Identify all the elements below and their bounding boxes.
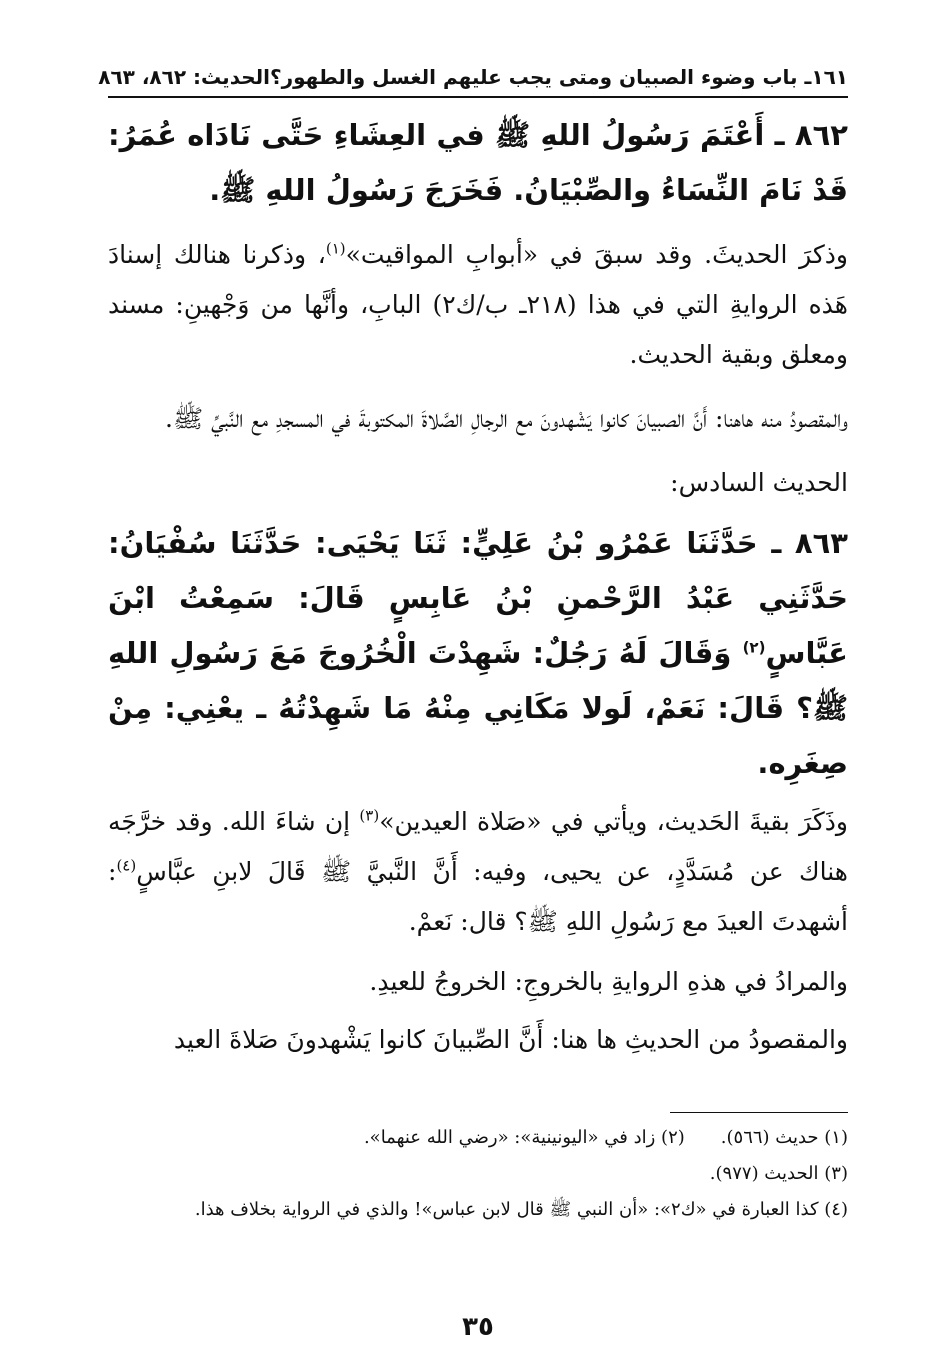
hadith-862: ٨٦٢ ـ أَعْتَمَ رَسُولُ اللهِ ﷺ في العِشَاءِ حَتَّى نَادَاه عُمَرُ: قَدْ نَامَ النِّسَاءُ والصِّبْيَانُ. فَخَرَجَ رَسُولُ اللهِ ﷺ. — [108, 118, 848, 207]
commentary-paragraph-2: والمقصودُ منه هاهنا: أَنَّ الصبيانَ كانوا يَشْهدونَ مع الرجالِ الصَّلاةَ المكتوبةَ في المسجدِ مع النَّبيِّ ﷺ. — [165, 404, 848, 433]
footnote-ref-2[interactable]: (٢) — [742, 638, 766, 657]
footnote-3: (٣) الحديث (٩٧٧). — [709, 1163, 848, 1184]
footnote-4: (٤) كذا العبارة في «ك٢»: «أن النبي ﷺ قال لابن عباس»! والذي في الرواية بخلاف هذا. — [194, 1199, 848, 1220]
commentary-paragraph-1 — [108, 230, 848, 380]
book-page — [98, 46, 848, 1342]
footnote-rule — [670, 1112, 848, 1113]
footnote-row — [108, 1120, 848, 1156]
page-number: ٣٥ — [462, 1312, 494, 1342]
footnote-ref-4[interactable]: (٤) — [116, 856, 137, 875]
commentary-text: ، وذكرنا هنالك إسنادَ هَذه الروايةِ التي في هذا (٢١٨ـ ب/ك٢) البابِ، وأنَّها من وَجْهينِ: مسند ومعلق وبقية الحديث. — [108, 240, 848, 369]
commentary-text: إن شاءَ الله. وقد خرَّجَه هناك عن مُسَدَّدٍ، عن يحيى، وفيه: أَنَّ النَّبيَّ ﷺ قَالَ لابنِ عبَّاسٍ — [108, 807, 848, 886]
footnote-1: (١) حديث (٥٦٦). — [720, 1127, 848, 1148]
chapter-title: ١٦١ـ باب وضوء الصبيان ومتى يجب عليهم الغسل والطهور؟ — [270, 65, 848, 89]
header-rule — [108, 96, 848, 98]
commentary-paragraph-5: والمقصودُ من الحديثِ ها هنا: أَنَّ الصِّبيانَ كانوا يَشْهدونَ صَلاةَ العيد — [173, 1025, 848, 1054]
hadith-reference: الحديث: ٨٦٢، ٨٦٣ — [98, 65, 271, 89]
hadith-text: وَقَالَ لَهُ رَجُلٌ: شَهِدْتَ الْخُرُوجَ مَعَ رَسُولِ اللهِ ﷺ؟ قَالَ: نَعَمْ، لَولا مَكَانِي مِنْهُ مَا شَهِدْتُهُ ـ يعْنِي: مِنْ صِغَرِه. — [108, 636, 848, 780]
footnote-ref-1[interactable]: (١) — [325, 239, 346, 258]
section-heading: الحديث السادس: — [670, 468, 848, 497]
commentary-text: وذَكَرَ بقيةَ الحَديث، ويأتي في «صَلاة العيدين» — [379, 807, 848, 836]
footnote-ref-3[interactable]: (٣) — [359, 806, 380, 825]
footnote-2: (٢) زاد في «اليونينية»: «رضي الله عنهما». — [363, 1127, 685, 1148]
hadith-863 — [108, 516, 848, 791]
commentary-paragraph-3 — [108, 797, 848, 947]
commentary-text: وذكرَ الحديثَ. وقد سبقَ في «أبوابِ المواقيت» — [345, 240, 848, 269]
commentary-text: : أشهدتَ العيدَ مع رَسُولِ اللهِ ﷺ؟ قال: نَعمْ. — [108, 857, 848, 936]
commentary-paragraph-4: والمرادُ في هذهِ الروايةِ بالخروجِ: الخروجُ للعيدِ. — [369, 967, 848, 996]
running-header — [98, 60, 848, 94]
hadith-text: ٨٦٣ ـ حَدَّثَنَا عَمْرُو بْنُ عَلِيٍّ: ثَنَا يَحْيَى: حَدَّثَنَا سُفْيَانُ: حَدَّثَنِي عَبْدُ الرَّحْمنِ بْنُ عَابِسٍ قَالَ: سَمِعْتُ ابْنَ عَبَّاسٍ — [108, 526, 848, 670]
main-text — [108, 108, 848, 1065]
footnotes — [108, 1120, 848, 1228]
